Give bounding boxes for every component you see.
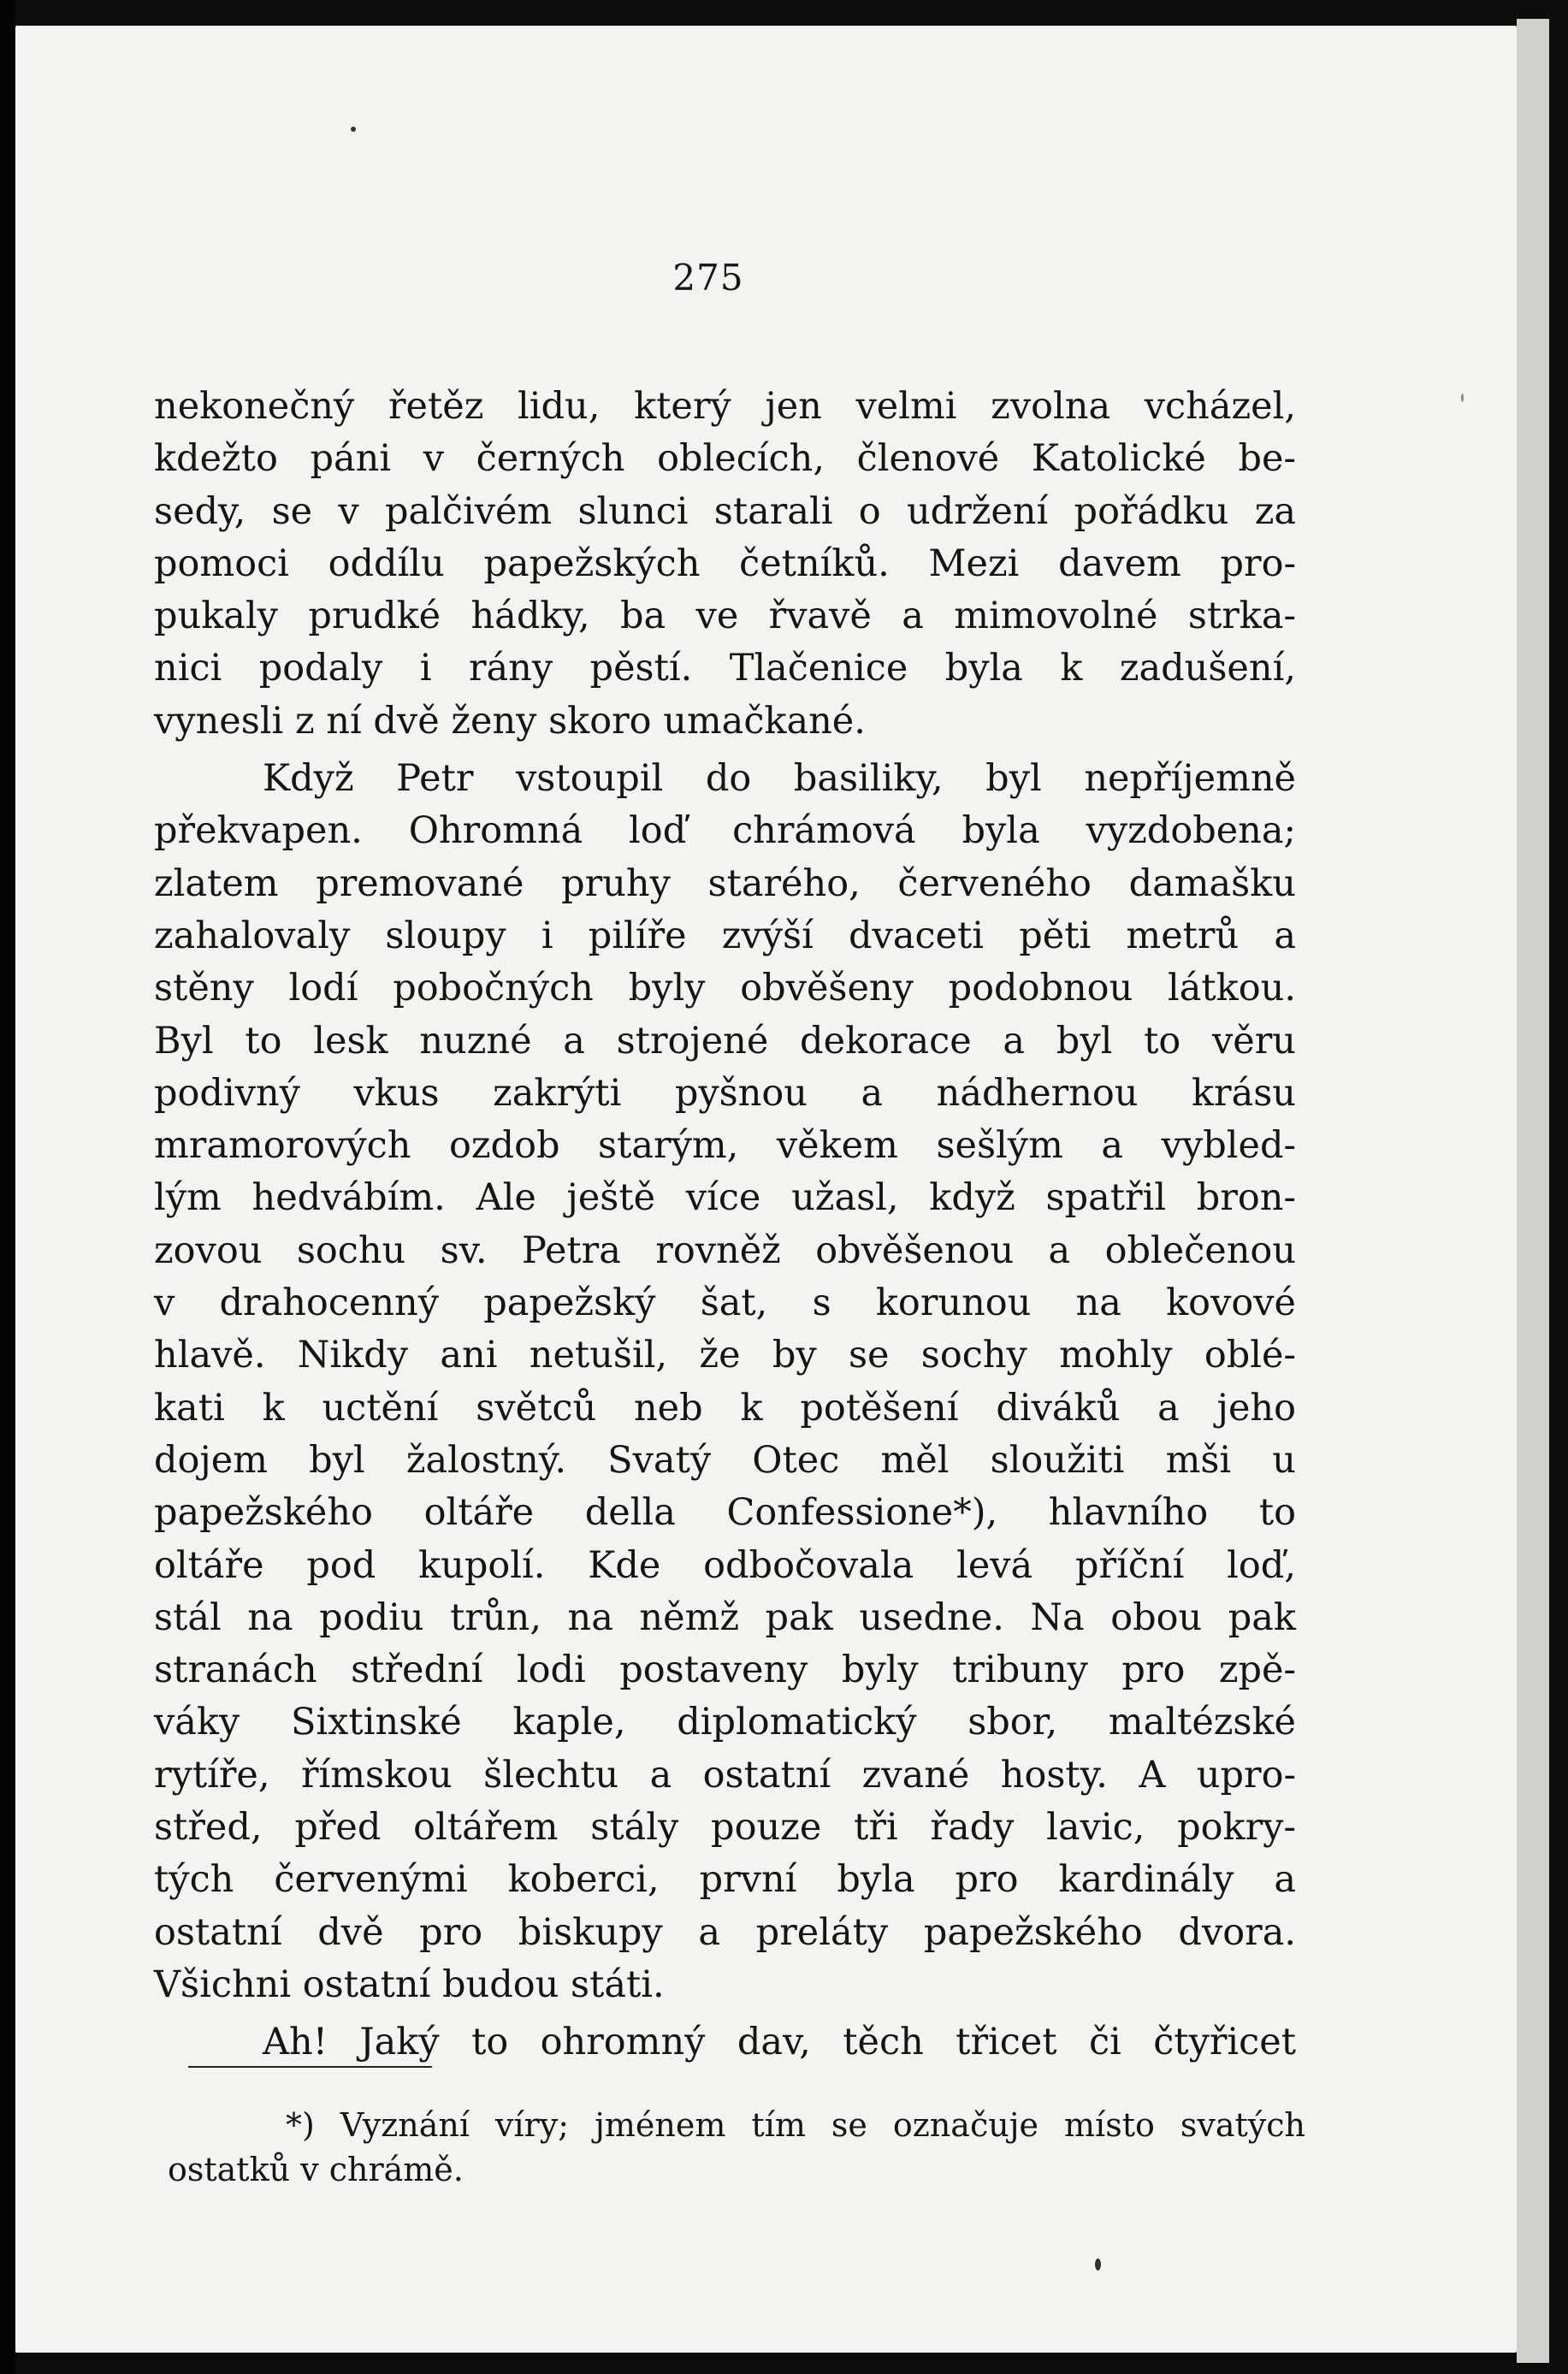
text-line: sedy, se v palčivém slunci starali o udržení pořádku za: [154, 489, 1296, 533]
text-line: rytíře, římskou šlechtu a ostatní zvané hosty. A upro-: [154, 1753, 1296, 1797]
text-line: tých červenými koberci, první byla pro kardinály a: [154, 1858, 1296, 1902]
page-body: [154, 381, 1296, 2069]
text-line: překvapen. Ohromná loď chrámová byla vyzdobena;: [154, 809, 1296, 853]
text-line: lým hedvábím. Ale ještě více užasl, když spatřil bron-: [154, 1176, 1296, 1220]
text-line: ostatní dvě pro biskupy a preláty papežského dvora.: [154, 1910, 1296, 1954]
text-line: kati k uctění světců neb k potěšení diváků a jeho: [154, 1386, 1296, 1430]
paragraph-3: [154, 2016, 1296, 2069]
footnote-line: *) Vyznání víry; jménem tím se označuje místo svatých: [286, 2106, 1305, 2144]
page-number: 275: [672, 257, 744, 299]
text-line: zovou sochu sv. Petra rovněž obvěšenou a oblečenou: [154, 1228, 1296, 1272]
text-line: dojem byl žalostný. Svatý Otec měl sloužiti mši u: [154, 1438, 1296, 1482]
paragraph-2: [154, 753, 1296, 2011]
text-line: Byl to lesk nuzné a strojené dekorace a byl to věru: [154, 1019, 1296, 1063]
text-line: vynesli z ní dvě ženy skoro umačkané.: [154, 699, 866, 743]
text-line: nici podaly i rány pěstí. Tlačenice byla k zadušení,: [154, 647, 1296, 690]
text-line: zahalovaly sloupy i pilíře zvýší dvaceti pěti metrů a: [154, 914, 1296, 957]
text-line: nekonečný řetěz lidu, který jen velmi zvolna vcházel,: [154, 385, 1296, 428]
left-scan-edge: [0, 0, 15, 2374]
text-line: váky Sixtinské kaple, diplomatický sbor, maltézské: [154, 1701, 1296, 1744]
text-line: pomoci oddílu papežských četníků. Mezi davem pro-: [154, 542, 1296, 585]
paragraph-1: [154, 381, 1296, 748]
text-line: stranách střední lodi postaveny byly tribuny pro zpě-: [154, 1649, 1296, 1692]
text-line: podivný vkus zakrýti pyšnou a nádhernou krásu: [154, 1071, 1296, 1115]
book-page: [15, 26, 1517, 2353]
footnote: [168, 2103, 1305, 2192]
text-line: oltáře pod kupolí. Kde odbočovala levá příční loď,: [154, 1543, 1296, 1587]
text-line: stěny lodí pobočných byly obvěšeny podobnou látkou.: [154, 967, 1296, 1010]
text-line: Všichni ostatní budou státi.: [154, 1963, 665, 2006]
text-line: Ah! Jaký to ohromný dav, těch třicet či čtyřicet: [263, 2021, 1296, 2064]
right-scan-edge: [1517, 19, 1549, 2363]
scan-speck: [1095, 2259, 1101, 2270]
scan-speck: [1461, 394, 1464, 402]
text-line: stál na podiu trůn, na němž pak usedne. Na obou pak: [154, 1595, 1296, 1639]
text-line: zlatem premované pruhy starého, červeného damašku: [154, 861, 1296, 905]
footnote-line: ostatků v chrámě.: [168, 2151, 464, 2188]
text-line: střed, před oltářem stály pouze tři řady lavic, pokry-: [154, 1806, 1296, 1850]
text-line: kdežto páni v černých oblecích, členové Katolické be-: [154, 437, 1296, 481]
text-line: mramorových ozdob starým, věkem sešlým a vybled-: [154, 1124, 1296, 1168]
footnote-divider: [188, 2066, 432, 2068]
scan-speck: [351, 127, 356, 132]
text-line: v drahocenný papežský šat, s korunou na kovové: [154, 1282, 1296, 1325]
text-line: hlavě. Nikdy ani netušil, že by se sochy mohly oblé-: [154, 1334, 1296, 1377]
text-line: pukaly prudké hádky, ba ve řvavě a mimovolné strka-: [154, 595, 1296, 638]
text-line: Když Petr vstoupil do basiliky, byl nepříjemně: [263, 757, 1296, 801]
text-line: papežského oltáře della Confessione*), hlavního to: [154, 1491, 1296, 1535]
